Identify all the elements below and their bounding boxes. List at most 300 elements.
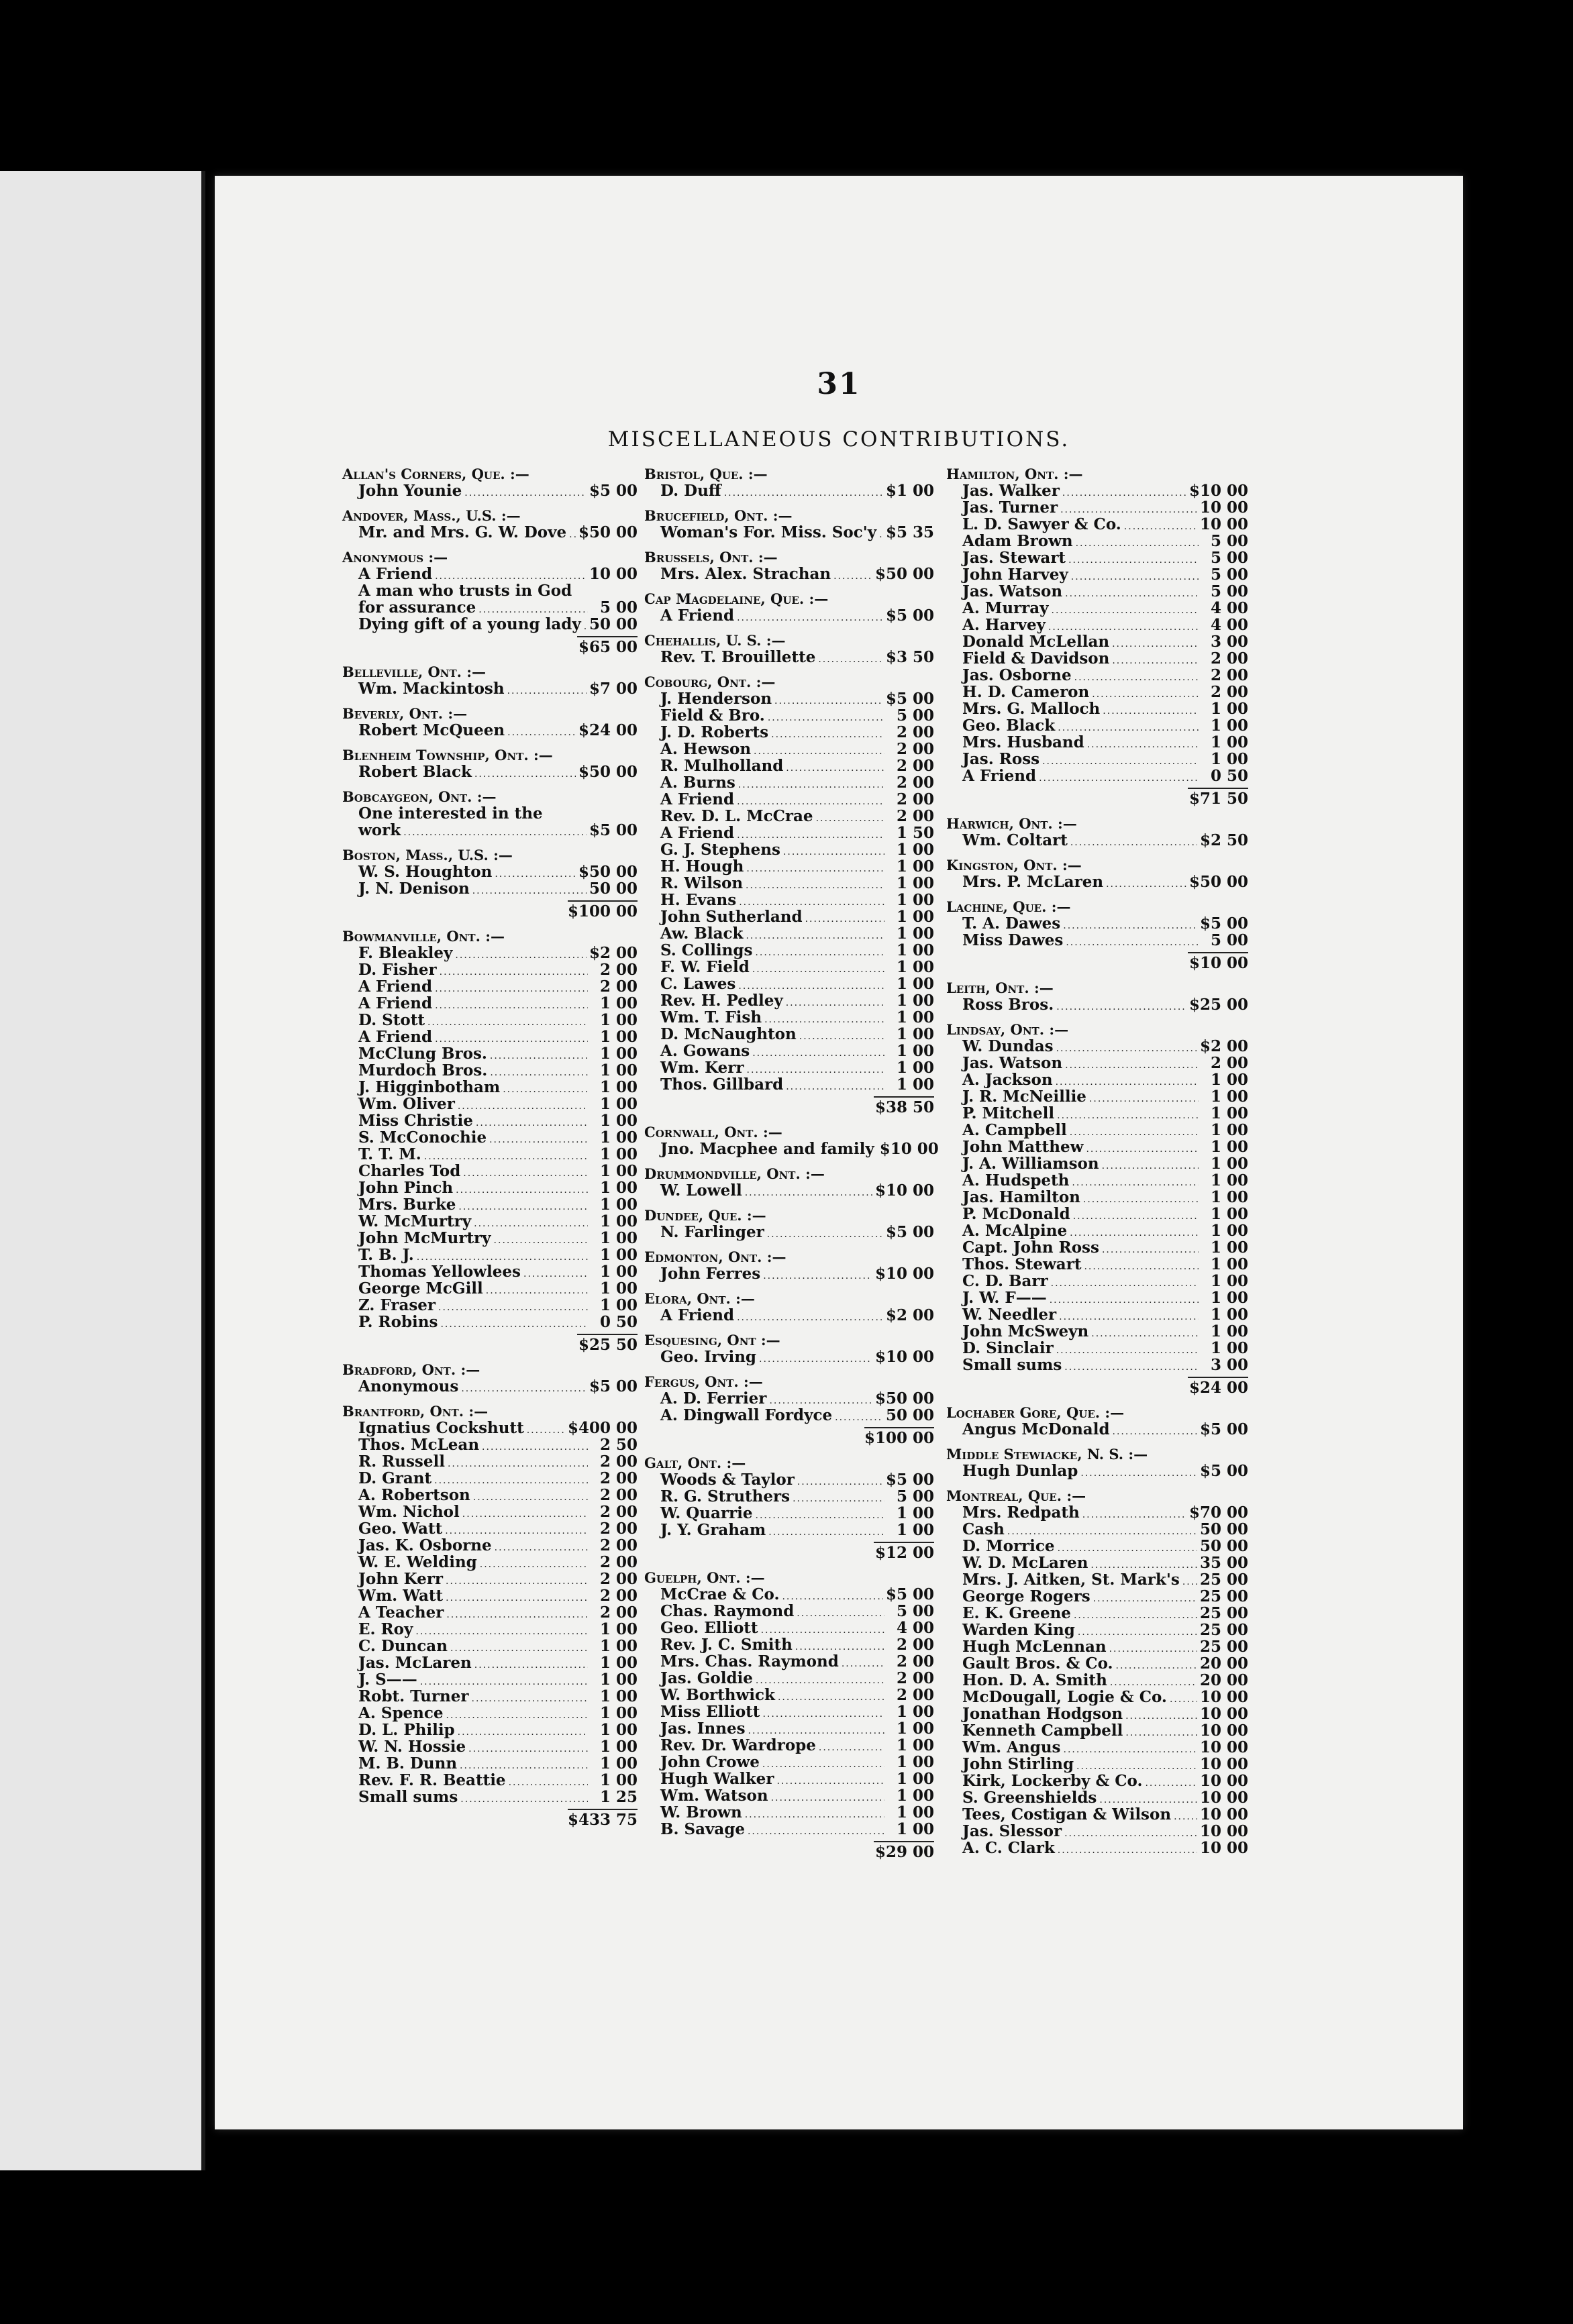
dot-leader	[446, 1607, 588, 1624]
contributor-name: Jas. Osborne	[962, 666, 1072, 684]
contributor-name: A Friend	[660, 790, 735, 808]
contribution-amount: $2 00	[589, 944, 638, 962]
contributor-name: Wm. Oliver	[358, 1095, 455, 1113]
contribution-amount: 2 00	[599, 1536, 638, 1554]
dot-leader	[461, 1381, 587, 1397]
contribution-row	[644, 1754, 934, 1771]
dot-leader	[1065, 586, 1199, 602]
contribution-row	[644, 1771, 934, 1787]
contribution-row	[946, 768, 1248, 784]
contributor-name: George McGill	[358, 1279, 483, 1298]
contribution-amount: 1 00	[1210, 1222, 1248, 1240]
contribution-amount: 2 00	[896, 1636, 934, 1654]
place-group	[342, 847, 638, 920]
contributor-name: Kirk, Lockerby & Co.	[962, 1772, 1143, 1790]
contribution-row	[644, 1586, 934, 1603]
dot-leader	[1113, 1424, 1197, 1440]
dot-leader	[1109, 1641, 1197, 1658]
dot-leader	[1145, 1775, 1197, 1792]
contributor-name: Mrs. Burke	[358, 1196, 456, 1214]
contributor-name: John Ferres	[660, 1265, 761, 1283]
contribution-row	[644, 808, 934, 825]
contribution-row	[946, 1038, 1248, 1055]
contribution-row	[342, 1654, 638, 1671]
contribution-amount: 1 00	[1210, 1255, 1248, 1273]
contributor-name: Rev. F. R. Beattie	[358, 1771, 506, 1789]
contribution-row	[644, 1787, 934, 1804]
contributor-name: Mrs. Redpath	[962, 1503, 1080, 1522]
dot-leader	[1084, 1259, 1199, 1275]
contribution-amount: 2 00	[896, 723, 934, 741]
place-group	[644, 507, 934, 541]
contributor-name: George Rogers	[962, 1587, 1090, 1605]
contributor-name: Field & Bro.	[660, 706, 765, 725]
place-heading: Middle Stewiacke, N. S. :—	[946, 1446, 1148, 1463]
contribution-amount: 10 00	[1199, 1822, 1248, 1840]
contribution-row	[946, 1554, 1248, 1571]
contribution-amount: 2 00	[896, 790, 934, 808]
contribution-amount: 1 00	[599, 1028, 638, 1046]
contribution-amount: 4 00	[896, 1619, 934, 1637]
contributor-name: F. Bleakley	[358, 944, 453, 962]
group-total-amount: $65 00	[577, 636, 638, 655]
contribution-amount: 1 00	[599, 1620, 638, 1638]
contribution-amount: $5 00	[885, 1585, 934, 1603]
contribution-row	[342, 1112, 638, 1129]
contributor-name: Hugh McLennan	[962, 1638, 1107, 1656]
contribution-row	[342, 1738, 638, 1755]
contributor-name: Jas. McLaren	[358, 1654, 472, 1672]
contribution-row	[342, 1062, 638, 1079]
contribution-row	[946, 650, 1248, 667]
contribution-amount: 0 50	[1210, 767, 1248, 785]
group-total	[946, 784, 1248, 807]
contribution-amount: $50 00	[578, 763, 638, 781]
contribution-amount: 1 00	[1210, 1272, 1248, 1290]
place-group	[342, 747, 638, 780]
contribution-amount: 10 00	[1199, 1688, 1248, 1706]
place-group	[644, 466, 934, 499]
contribution-row	[342, 1012, 638, 1028]
contribution-row	[946, 1239, 1248, 1256]
contributor-name: R. Wilson	[660, 874, 744, 892]
contributor-name: Mrs. P. McLaren	[962, 873, 1104, 891]
dot-leader	[762, 1706, 884, 1723]
contributor-name: D. McNaughton	[660, 1025, 797, 1043]
contribution-row	[946, 549, 1248, 566]
place-group	[644, 1124, 939, 1158]
contribution-row	[644, 875, 934, 892]
dot-leader	[746, 878, 884, 894]
place-group	[946, 857, 1248, 890]
contribution-row	[342, 1789, 638, 1805]
contribution-row	[342, 1722, 638, 1738]
contributor-name: J. N. Denison	[358, 880, 470, 898]
contribution-row	[644, 1407, 934, 1424]
dot-leader	[783, 844, 884, 861]
dot-leader	[752, 961, 884, 978]
dot-leader	[448, 1456, 588, 1473]
dot-leader	[472, 883, 587, 900]
contribution-row	[644, 1076, 934, 1093]
contributor-name: John Harvey	[962, 566, 1068, 584]
contributor-name: John Kerr	[358, 1570, 444, 1588]
contribution-row	[946, 1273, 1248, 1289]
contribution-row	[644, 1026, 934, 1043]
contribution-amount: 1 00	[1210, 1339, 1248, 1357]
contribution-amount: $10 00	[1188, 482, 1248, 500]
place-heading: Harwich, Ont. :—	[946, 815, 1077, 832]
dot-leader	[440, 964, 588, 981]
contribution-row	[644, 1620, 934, 1636]
dot-leader	[819, 1740, 884, 1756]
contribution-row	[644, 707, 934, 724]
contribution-amount: 1 00	[599, 1671, 638, 1689]
contributor-name: Mr. and Mrs. G. W. Dove	[358, 523, 567, 541]
contribution-amount: $5 00	[885, 690, 934, 708]
contribution-row	[644, 1471, 934, 1488]
dot-leader	[1116, 1658, 1197, 1675]
contribution-row	[342, 822, 638, 839]
contribution-amount: 1 00	[896, 1736, 934, 1754]
contributor-name: H. Evans	[660, 891, 737, 909]
contribution-amount: 5 00	[1210, 566, 1248, 584]
contribution-amount: 1 00	[599, 1112, 638, 1130]
dot-leader	[476, 1115, 588, 1132]
contributor-name: John McSweyn	[962, 1322, 1089, 1340]
contribution-amount: $2 00	[1199, 1037, 1248, 1055]
contribution-row	[644, 841, 934, 858]
dot-leader	[879, 527, 883, 543]
contribution-amount: 1 00	[599, 1687, 638, 1705]
page-heading: MISCELLANEOUS CONTRIBUTIONS.	[607, 427, 1070, 452]
contribution-amount: 1 00	[896, 1787, 934, 1805]
contribution-amount: 1 00	[1210, 1289, 1248, 1307]
contribution-amount: 20 00	[1199, 1654, 1248, 1673]
contributor-name: H. D. Cameron	[962, 683, 1090, 701]
contributor-name: Field & Davidson	[962, 649, 1110, 668]
place-heading: Hamilton, Ont. :—	[946, 466, 1083, 482]
contribution-row	[946, 1588, 1248, 1605]
place-heading: Montreal, Que. :—	[946, 1487, 1086, 1504]
contribution-amount: 2 00	[896, 1669, 934, 1687]
contribution-row	[946, 1605, 1248, 1622]
dot-leader	[1062, 485, 1186, 502]
contribution-row	[644, 1349, 934, 1365]
contribution-amount: 2 00	[599, 1570, 638, 1588]
contributor-name: A Friend	[358, 1028, 433, 1046]
column-3	[946, 458, 1248, 1856]
contribution-row	[946, 1638, 1248, 1655]
contributor-name: Mrs. Husband	[962, 733, 1084, 751]
dot-leader	[816, 810, 884, 827]
contribution-amount: 1 00	[599, 1704, 638, 1722]
contribution-amount: 1 00	[896, 1042, 934, 1060]
contributor-name: Gault Bros. & Co.	[962, 1654, 1113, 1673]
contributor-name: Chas. Raymond	[660, 1602, 795, 1620]
contributor-name: John Sutherland	[660, 908, 803, 926]
contribution-amount: 5 00	[896, 706, 934, 725]
contributor-name: C. Duncan	[358, 1637, 448, 1655]
contribution-row	[644, 649, 934, 666]
contribution-amount: $5 00	[885, 606, 934, 625]
place-group	[946, 898, 1248, 971]
contribution-amount: 2 00	[1210, 1054, 1248, 1072]
contribution-row	[342, 566, 638, 582]
dot-leader	[774, 693, 883, 710]
contributor-name: Ross Bros.	[962, 996, 1054, 1014]
contribution-amount: 2 00	[896, 757, 934, 775]
contributor-name: A. Harvey	[962, 616, 1046, 634]
contribution-row	[644, 1505, 934, 1522]
contribution-amount: 50 00	[589, 880, 638, 898]
contribution-row	[342, 1420, 638, 1436]
contributor-name: A. Dingwall Fordyce	[660, 1406, 833, 1424]
dot-leader	[745, 1807, 884, 1824]
contribution-amount: 2 00	[599, 1553, 638, 1571]
contribution-amount: 5 00	[896, 1487, 934, 1506]
dot-leader	[1064, 1742, 1197, 1758]
contribution-row	[946, 1421, 1248, 1438]
contribution-row	[342, 1314, 638, 1330]
contribution-row	[644, 1224, 934, 1240]
contribution-amount: 1 00	[599, 1637, 638, 1655]
contributor-name: S. McConochie	[358, 1128, 487, 1147]
contribution-amount: $5 00	[589, 1377, 638, 1395]
contributor-name: W. Dundas	[962, 1037, 1054, 1055]
contribution-row	[342, 1638, 638, 1654]
contribution-amount: 10 00	[1199, 1839, 1248, 1857]
contribution-row	[946, 1773, 1248, 1789]
contributor-name: John Younie	[358, 482, 462, 500]
contribution-amount: 2 00	[599, 1603, 638, 1622]
contribution-amount: 2 00	[1210, 649, 1248, 668]
contributor-name: W. E. Welding	[358, 1553, 477, 1571]
contribution-row	[644, 925, 934, 942]
dot-leader	[1125, 1725, 1197, 1742]
dot-leader	[1064, 1826, 1197, 1842]
contributor-name: Jas. Watson	[962, 582, 1063, 600]
dot-leader	[745, 1185, 872, 1202]
group-total-amount: $24 00	[1188, 1377, 1248, 1396]
contribution-row	[946, 1071, 1248, 1088]
dot-leader	[1091, 1326, 1199, 1342]
group-total	[946, 949, 1248, 971]
contribution-row	[644, 825, 934, 841]
contributor-name: R. Russell	[358, 1452, 445, 1471]
contribution-row	[946, 1357, 1248, 1373]
contributor-name: Geo. Elliott	[660, 1619, 758, 1637]
contributor-name: A. Hudspeth	[962, 1171, 1070, 1190]
contribution-row	[644, 1687, 934, 1703]
contribution-amount: 25 00	[1199, 1571, 1248, 1589]
group-total-amount: $71 50	[1188, 788, 1248, 807]
contributor-name: Geo. Irving	[660, 1348, 757, 1366]
contribution-row	[644, 1737, 934, 1754]
contribution-row	[342, 722, 638, 739]
contributor-name: W. Borthwick	[660, 1686, 775, 1704]
contribution-amount: 10 00	[1199, 1722, 1248, 1740]
contribution-amount: 50 00	[589, 615, 638, 633]
group-total-amount: $12 00	[874, 1542, 934, 1561]
dot-leader	[438, 1300, 588, 1316]
contribution-row	[946, 1172, 1248, 1189]
dot-leader	[474, 1657, 588, 1674]
place-group	[644, 632, 934, 666]
contribution-amount: 1 00	[896, 941, 934, 959]
contribution-row	[644, 524, 934, 541]
dot-leader	[569, 527, 576, 543]
contribution-amount: 50 00	[1199, 1520, 1248, 1538]
contribution-amount: $5 00	[885, 1471, 934, 1489]
contribution-amount: 2 00	[896, 740, 934, 758]
group-total-amount: $100 00	[568, 900, 638, 920]
contribution-amount: 5 00	[1210, 549, 1248, 567]
contribution-amount: 1 00	[1210, 1071, 1248, 1089]
dot-leader	[771, 727, 884, 743]
contribution-row	[342, 1503, 638, 1520]
contributor-name: Small sums	[358, 1788, 458, 1806]
contribution-amount: 1 00	[1210, 733, 1248, 751]
contributor-name: Wm. T. Fish	[660, 1008, 762, 1026]
contribution-row	[644, 1140, 939, 1158]
contributor-name: A man who trusts in God	[358, 582, 572, 600]
group-total	[342, 897, 638, 920]
contribution-amount: 2 00	[896, 1652, 934, 1671]
dot-leader	[1103, 703, 1199, 720]
contribution-amount: 2 00	[896, 1686, 934, 1704]
contribution-row	[644, 607, 934, 624]
contributor-name: Miss Dawes	[962, 931, 1064, 949]
contribution-row	[946, 633, 1248, 650]
contribution-row	[342, 1587, 638, 1604]
dot-leader	[1086, 1141, 1199, 1158]
place-group	[644, 549, 934, 582]
dot-leader	[503, 1081, 588, 1098]
contributor-name: Angus McDonald	[962, 1420, 1110, 1438]
place-group	[946, 815, 1248, 849]
place-group	[946, 1446, 1248, 1479]
contributor-name: E. K. Greene	[962, 1604, 1071, 1622]
dot-leader	[1076, 535, 1199, 552]
contribution-row	[644, 1043, 934, 1059]
contributor-name: A. Campbell	[962, 1121, 1067, 1139]
contribution-row	[644, 1390, 934, 1407]
dot-leader	[480, 1556, 588, 1573]
contributor-name: Jas. K. Osborne	[358, 1536, 492, 1554]
contributor-name: Rev. H. Pedley	[660, 992, 783, 1010]
contribution-amount: 1 00	[599, 1179, 638, 1197]
contribution-row	[946, 1206, 1248, 1222]
contribution-row	[644, 724, 934, 741]
contribution-row	[644, 959, 934, 975]
contributor-name: S. Greenshields	[962, 1789, 1097, 1807]
dot-leader	[1070, 1124, 1199, 1141]
dot-leader	[1106, 876, 1186, 893]
contribution-amount: $2 00	[885, 1306, 934, 1324]
place-group	[946, 466, 1248, 807]
place-group	[946, 1021, 1248, 1396]
contribution-row	[644, 1603, 934, 1620]
contribution-amount: 50 00	[1199, 1537, 1248, 1555]
dot-leader	[1074, 1607, 1197, 1624]
contribution-amount: 10 00	[589, 565, 638, 583]
contribution-row	[946, 1722, 1248, 1739]
contributor-name: Ignatius Cockshutt	[358, 1419, 524, 1437]
dot-leader	[446, 1707, 588, 1724]
column-2	[644, 458, 939, 1861]
dot-leader	[759, 1351, 872, 1368]
dot-leader	[1082, 1507, 1186, 1524]
contribution-amount: 2 00	[599, 978, 638, 996]
contribution-row	[342, 1179, 638, 1196]
dot-leader	[490, 1048, 588, 1065]
contributor-name: D. Stott	[358, 1011, 425, 1029]
contributor-name: Jas. Hamilton	[962, 1188, 1080, 1206]
place-group	[342, 788, 638, 839]
contribution-amount: $7 00	[589, 680, 638, 698]
contributor-name: A. Hewson	[660, 740, 752, 758]
contribution-amount: 1 00	[599, 1212, 638, 1230]
contribution-row	[342, 1297, 638, 1314]
contribution-amount: 2 00	[599, 1486, 638, 1504]
dot-leader	[797, 1605, 884, 1622]
contributor-name: A Friend	[962, 767, 1037, 785]
contributor-name: Rev. Dr. Wardrope	[660, 1736, 816, 1754]
dot-leader	[737, 1310, 883, 1326]
contributor-name: Mrs. G. Malloch	[962, 700, 1101, 718]
dot-leader	[446, 1590, 588, 1607]
place-group	[342, 1403, 638, 1828]
dot-leader	[458, 1199, 588, 1216]
place-heading: Edmonton, Ont. :—	[644, 1249, 786, 1265]
contribution-row	[342, 1537, 638, 1554]
contribution-row	[946, 1222, 1248, 1239]
contribution-row	[946, 1055, 1248, 1071]
contribution-row	[946, 1189, 1248, 1206]
contribution-amount: 1 00	[1210, 700, 1248, 718]
contribution-amount: 1 00	[896, 1059, 934, 1077]
contribution-row	[342, 1436, 638, 1453]
dot-leader	[776, 1773, 884, 1790]
contributor-name: Jas. Goldie	[660, 1669, 753, 1687]
contribution-row	[644, 690, 934, 707]
contribution-amount: 1 00	[896, 857, 934, 876]
column-1	[342, 458, 638, 1828]
place-heading: Bobcaygeon, Ont. :—	[342, 788, 497, 805]
contributor-name: A. Burns	[660, 774, 735, 792]
contributor-name: Rev. D. L. McCrae	[660, 807, 813, 825]
contributor-name: Aw. Black	[660, 925, 744, 943]
contributor-name: Mrs. J. Aitken, St. Mark's	[962, 1571, 1180, 1589]
contribution-row	[342, 680, 638, 697]
contribution-amount: 10 00	[1199, 515, 1248, 533]
dot-leader	[489, 1132, 588, 1149]
contribution-amount: 1 00	[599, 1095, 638, 1113]
contribution-amount: 1 00	[599, 1296, 638, 1314]
contributor-name: A. D. Ferrier	[660, 1389, 767, 1408]
contributor-name: R. Mulholland	[660, 757, 784, 775]
contribution-row	[644, 1670, 934, 1687]
dot-leader	[1052, 602, 1199, 619]
contribution-amount: 25 00	[1199, 1604, 1248, 1622]
contributor-name: Thos. Stewart	[962, 1255, 1082, 1273]
contributor-name: J. D. Roberts	[660, 723, 769, 741]
contributor-name: John Matthew	[962, 1138, 1084, 1156]
place-group	[644, 674, 934, 1116]
place-group	[342, 1361, 638, 1395]
dot-leader	[763, 1268, 872, 1285]
